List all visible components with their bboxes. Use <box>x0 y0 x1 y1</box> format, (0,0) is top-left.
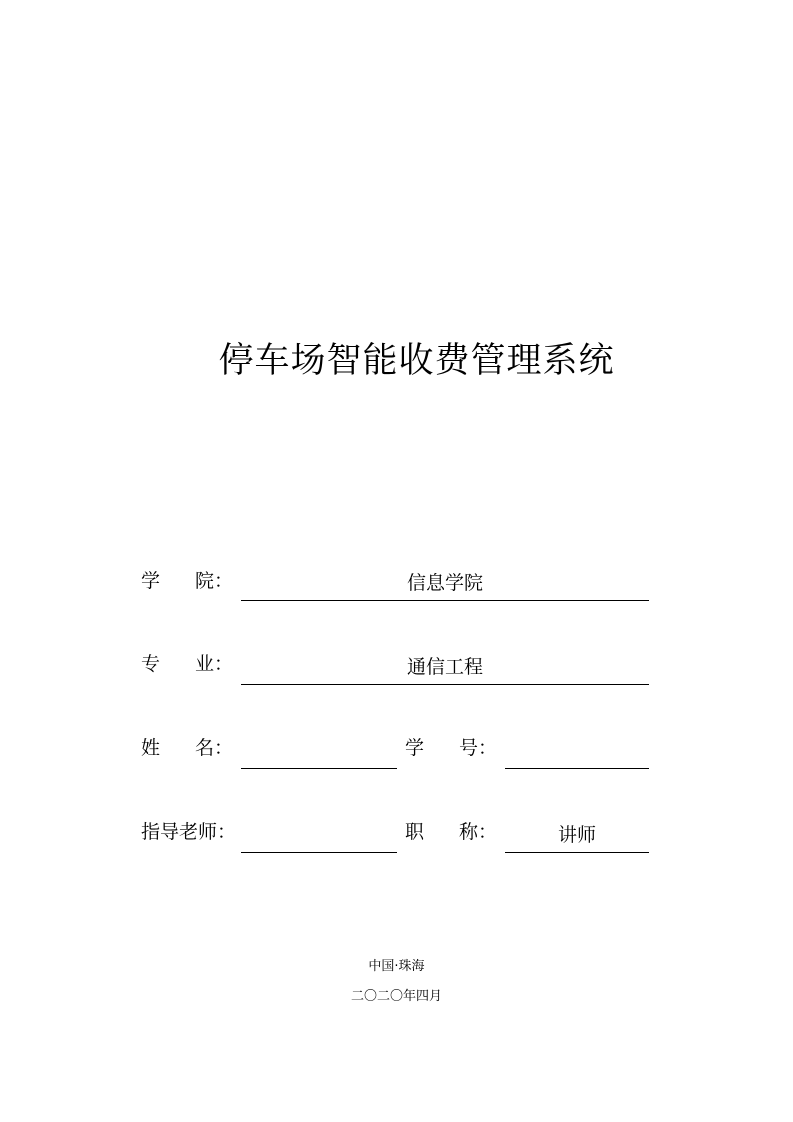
name-label-a: 姓 <box>141 737 161 759</box>
document-title: 停车场智能收费管理系统 <box>218 341 615 381</box>
name-field[interactable] <box>241 735 397 769</box>
student-id-label-a: 学 <box>405 737 425 759</box>
advisor-label: 指导老师： <box>141 821 237 843</box>
name-label <box>141 736 233 760</box>
student-id-field[interactable] <box>505 735 649 769</box>
footer-location: 中国·珠海 <box>368 959 425 974</box>
major-label-b: 业： <box>194 653 233 675</box>
position-field[interactable]: 讲师 <box>505 819 649 853</box>
college-label-b: 院： <box>194 570 233 592</box>
major-field[interactable]: 通信工程 <box>241 651 649 685</box>
position-label-b: 称： <box>458 821 497 843</box>
advisor-field[interactable] <box>241 819 397 853</box>
college-label <box>141 569 233 593</box>
major-label-a: 专 <box>141 653 161 675</box>
college-label-a: 学 <box>141 570 161 592</box>
position-label <box>405 820 497 844</box>
major-label <box>141 652 233 676</box>
name-label-b: 名： <box>194 737 233 759</box>
student-id-label <box>405 736 497 760</box>
college-field[interactable]: 信息学院 <box>241 567 649 601</box>
footer-date: 二〇二〇年四月 <box>350 989 442 1004</box>
position-label-a: 职 <box>405 821 425 843</box>
student-id-label-b: 号： <box>458 737 497 759</box>
